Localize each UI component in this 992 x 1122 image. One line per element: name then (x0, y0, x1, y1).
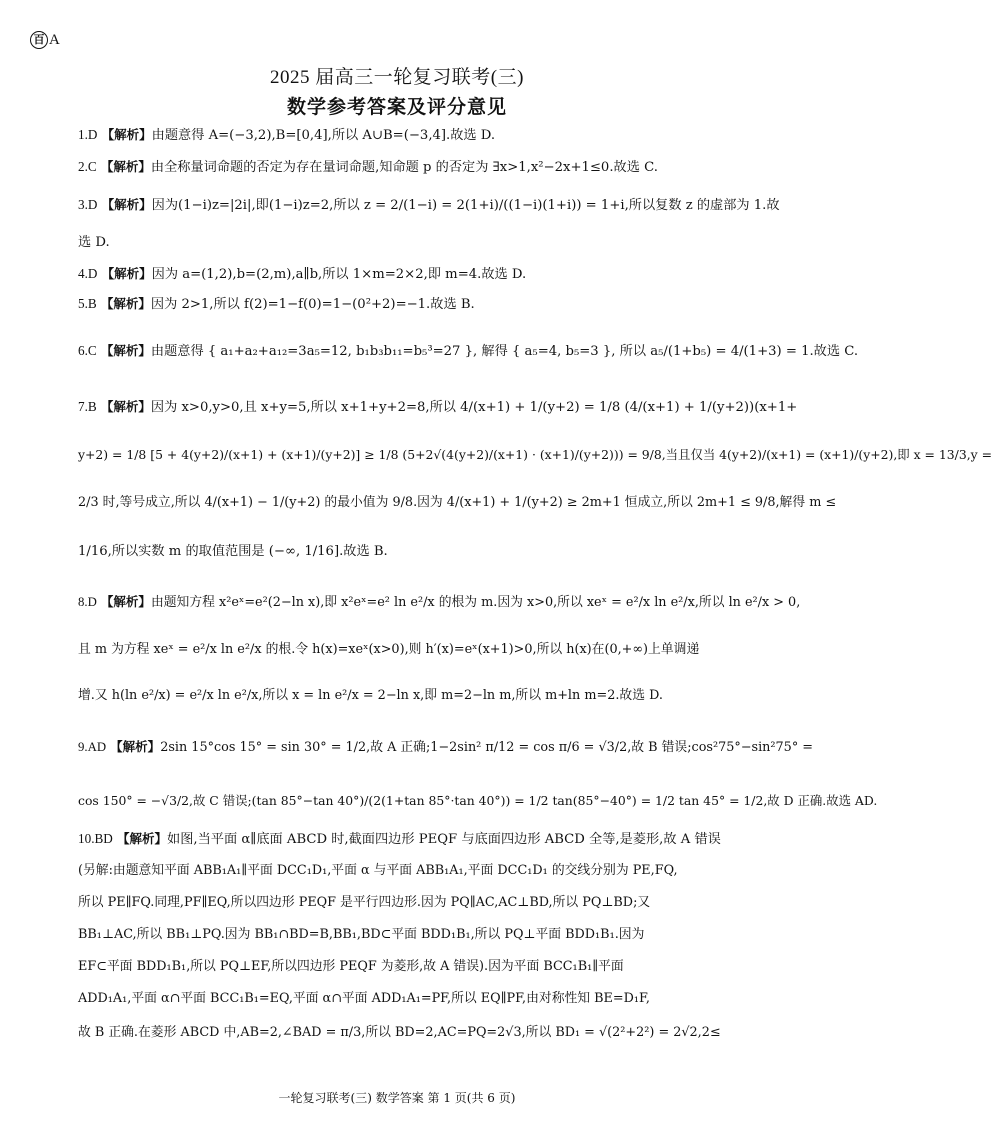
answer-number: 5.B (78, 296, 97, 311)
answer-10-cont-1: (另解:由题意知平面 ABB₁A₁∥平面 DCC₁D₁,平面 α 与平面 ABB₁A₁,平面 DCC₁D₁ 的交线分别为 PE,FQ, (78, 863, 678, 878)
answer-9-cont-1: cos 150° = −√3/2,故 C 错误;(tan 85°−tan 40°)/(2(1+tan 85°·tan 40°)) = 1/2 tan(85°−40°) = 1/2 tan 45° = 1/2,故 D 正确.故选 AD. (78, 793, 878, 808)
analysis-tag: 【解析】 (100, 399, 151, 414)
answer-8-cont-2: 增.又 h(ln e²/x) = e²/x ln e²/x,所以 x = ln e²/x = 2−ln x,即 m=2−ln m,所以 m+ln m=2.故选 D. (78, 688, 663, 703)
answer-number: 2.C (78, 159, 97, 174)
logo-symbol: 百 (30, 31, 48, 49)
answer-number: 1.D (78, 127, 98, 142)
answer-number: 4.D (78, 266, 98, 281)
analysis-tag: 【解析】 (101, 127, 152, 142)
answer-text: 如图,当平面 α∥底面 ABCD 时,截面四边形 PEQF 与底面四边形 ABCD 全等,是菱形,故 A 错误 (167, 832, 721, 847)
answer-3 (78, 196, 780, 215)
answer-text: 2sin 15°cos 15° = sin 30° = 1/2,故 A 正确;1−2sin² π/12 = cos π/6 = √3/2,故 B 错误;cos²75°−sin²75° = (160, 740, 814, 755)
answer-10-cont-3: BB₁⊥AC,所以 BB₁⊥PQ.因为 BB₁∩BD=B,BB₁,BD⊂平面 BDD₁B₁,所以 PQ⊥平面 BDD₁B₁.因为 (78, 927, 645, 942)
answer-5 (78, 295, 718, 314)
answer-number: 6.C (78, 343, 97, 358)
answer-text: 因为 a=(1,2),b=(2,m),a∥b,所以 1×m=2×2,即 m=4.故选 D. (151, 267, 527, 282)
answer-8-cont-1: 且 m 为方程 xeˣ = e²/x ln e²/x 的根.令 h(x)=xeˣ(x>0),则 h′(x)=eˣ(x+1)>0,所以 h(x)在(0,+∞)上单调递 (78, 642, 700, 657)
answer-text: 因为 x>0,y>0,且 x+y=5,所以 x+1+y+2=8,所以 4/(x+1) + 1/(y+2) = 1/8 (4/(x+1) + 1/(y+2))(x+1+ (150, 400, 798, 415)
analysis-tag: 【解析】 (101, 266, 152, 281)
analysis-tag: 【解析】 (101, 197, 152, 212)
analysis-tag: 【解析】 (110, 739, 161, 754)
answer-text: 因为 2>1,所以 f(2)=1−f(0)=1−(0²+2)=−1.故选 B. (150, 297, 475, 312)
answer-10-cont-2: 所以 PE∥FQ.同理,PF∥EQ,所以四边形 PEQF 是平行四边形.因为 PQ∥AC,AC⊥BD,所以 PQ⊥BD;又 (78, 895, 651, 910)
answer-text: 由全称量词命题的否定为存在量词命题,知命题 p 的否定为 ∃x>1,x²−2x+1≤0.故选 C. (150, 160, 658, 175)
answer-6 (78, 342, 859, 361)
answer-text: 因为(1−i)z=|2i|,即(1−i)z=2,所以 z = 2/(1−i) = 2(1+i)/((1−i)(1+i)) = 1+i,所以复数 z 的虚部为 1.故 (151, 198, 780, 213)
analysis-tag: 【解析】 (100, 343, 151, 358)
analysis-tag: 【解析】 (100, 594, 151, 609)
answer-1 (78, 126, 718, 145)
answer-7-cont-2: 2/3 时,等号成立,所以 4/(x+1) − 1/(y+2) 的最小值为 9/8.因为 4/(x+1) + 1/(y+2) ≥ 2m+1 恒成立,所以 2m+1 ≤ 9/8,解得 m ≤ (78, 495, 837, 510)
analysis-tag: 【解析】 (100, 296, 151, 311)
exam-title: 2025 届高三一轮复习联考(三) (270, 67, 524, 88)
answer-number: 7.B (78, 399, 97, 414)
analysis-tag: 【解析】 (117, 831, 168, 846)
answer-number: 3.D (78, 197, 98, 212)
answer-7-cont-3: 1/16,所以实数 m 的取值范围是 (−∞, 1/16].故选 B. (78, 544, 388, 559)
answer-3-cont: 选 D. (78, 235, 110, 250)
answer-2 (78, 158, 718, 177)
publisher-logo (30, 30, 60, 50)
logo-letter: A (49, 31, 60, 48)
answer-text: 由题知方程 x²eˣ=e²(2−ln x),即 x²eˣ=e² ln e²/x 的根为 m.因为 x>0,所以 xeˣ = e²/x ln e²/x,所以 ln e²/x > 0, (150, 595, 801, 610)
analysis-tag: 【解析】 (100, 159, 151, 174)
answer-10 (78, 830, 721, 849)
answer-9 (78, 738, 814, 757)
answer-4 (78, 265, 718, 284)
answer-number: 10.BD (78, 831, 113, 846)
page-footer: 一轮复习联考(三) 数学答案 第 1 页(共 6 页) (278, 1091, 516, 1105)
answer-text: 由题意得 { a₁+a₂+a₁₂=3a₅=12, b₁b₃b₁₁=b₅³=27 }, 解得 { a₅=4, b₅=3 }, 所以 a₅/(1+b₅) = 4/(1+3) = 1.故选 C. (150, 344, 859, 359)
answer-7-cont-1: y+2) = 1/8 [5 + 4(y+2)/(x+1) + (x+1)/(y+2)] ≥ 1/8 (5+2√(4(y+2)/(x+1) · (x+1)/(y+2))) = 9/8,当且仅当 4(y+2)/(x+1) = (x+1)/(y+2),即 x = 13/3,y = (78, 447, 992, 462)
answer-key-title: 数学参考答案及评分意见 (286, 96, 507, 118)
answer-8 (78, 593, 801, 612)
answer-7 (78, 398, 798, 417)
answer-text: 由题意得 A=(−3,2),B=[0,4],所以 A∪B=(−3,4].故选 D. (151, 128, 496, 143)
answer-10-cont-5: ADD₁A₁,平面 α∩平面 BCC₁B₁=EQ,平面 α∩平面 ADD₁A₁=PF,所以 EQ∥PF,由对称性知 BE=D₁F, (78, 991, 650, 1006)
answer-number: 9.AD (78, 740, 107, 754)
answer-number: 8.D (78, 595, 97, 609)
answer-10-cont-4: EF⊂平面 BDD₁B₁,所以 PQ⊥EF,所以四边形 PEQF 为菱形,故 A 错误).因为平面 BCC₁B₁∥平面 (78, 959, 624, 974)
answer-10-cont-6: 故 B 正确.在菱形 ABCD 中,AB=2,∠BAD = π/3,所以 BD=2,AC=PQ=2√3,所以 BD₁ = √(2²+2²) = 2√2,2≤ (78, 1025, 721, 1040)
